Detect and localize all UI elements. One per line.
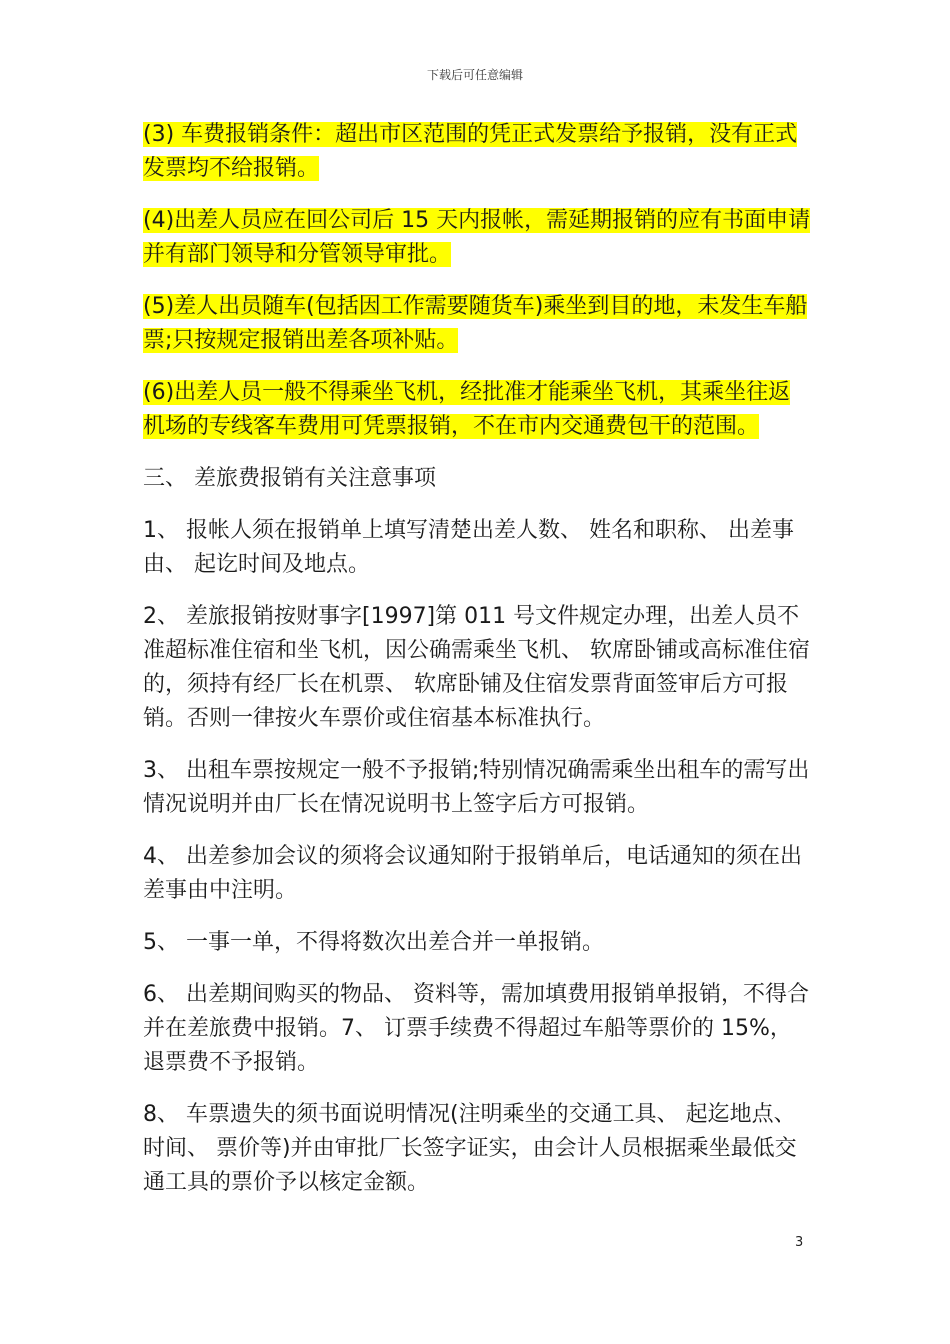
section-title: 三、 差旅费报销有关注意事项 <box>143 466 436 491</box>
highlighted-text: (6)出差人员一般不得乘坐飞机，经批准才能乘坐飞机，其乘坐往返机场的专线客车费用可凭票报销，不在市内交通费包干的范围。 <box>143 380 791 439</box>
highlighted-paragraph-5 <box>143 290 811 358</box>
list-item: 2、 差旅报销按财事字[1997]第 011 号文件规定办理，出差人员不准超标准住宿和坐飞机，因公确需乘坐飞机、 软席卧铺或高标准住宿的，须持有经厂长在机票、 软席卧铺及住宿发票背面签审后方可报销。否则一律按火车票价或住宿基本标准执行。 <box>143 604 810 731</box>
document-body <box>143 118 811 1218</box>
list-item: 8、 车票遗失的须书面说明情况(注明乘坐的交通工具、 起迄地点、 时间、 票价等)并由审批厂长签字证实，由会计人员根据乘坐最低交通工具的票价予以核定金额。 <box>143 1102 797 1195</box>
page-number: 3 <box>795 1235 804 1250</box>
highlighted-paragraph-4 <box>143 204 811 272</box>
list-item: 3、 出租车票按规定一般不予报销;特别情况确需乘坐出租车的需写出情况说明并由厂长在情况说明书上签字后方可报销。 <box>143 758 810 817</box>
highlighted-text: (4)出差人员应在回公司后 15 天内报帐，需延期报销的应有书面申请并有部门领导和分管领导审批。 <box>143 208 811 267</box>
highlighted-text: (5)差人出员随车(包括因工作需要随货车)乘坐到目的地，未发生车船票;只按规定报销出差各项补贴。 <box>143 294 808 353</box>
page-header: 下载后可任意编辑 <box>426 68 523 82</box>
highlighted-paragraph-6 <box>143 376 811 444</box>
list-item: 4、 出差参加会议的须将会议通知附于报销单后，电话通知的须在出差事由中注明。 <box>143 844 802 903</box>
highlighted-text: (3) 车费报销条件：超出市区范围的凭正式发票给予报销，没有正式发票均不给报销。 <box>143 122 798 181</box>
highlighted-paragraph-3 <box>143 118 811 186</box>
list-item: 5、 一事一单，不得将数次出差合并一单报销。 <box>143 930 604 955</box>
list-item: 6、 出差期间购买的物品、 资料等，需加填费用报销单报销，不得合并在差旅费中报销。7、 订票手续费不得超过车船等票价的 15%，退票费不予报销。 <box>143 982 809 1075</box>
list-item: 1、 报帐人须在报销单上填写清楚出差人数、 姓名和职称、 出差事由、 起讫时间及地点。 <box>143 518 794 577</box>
